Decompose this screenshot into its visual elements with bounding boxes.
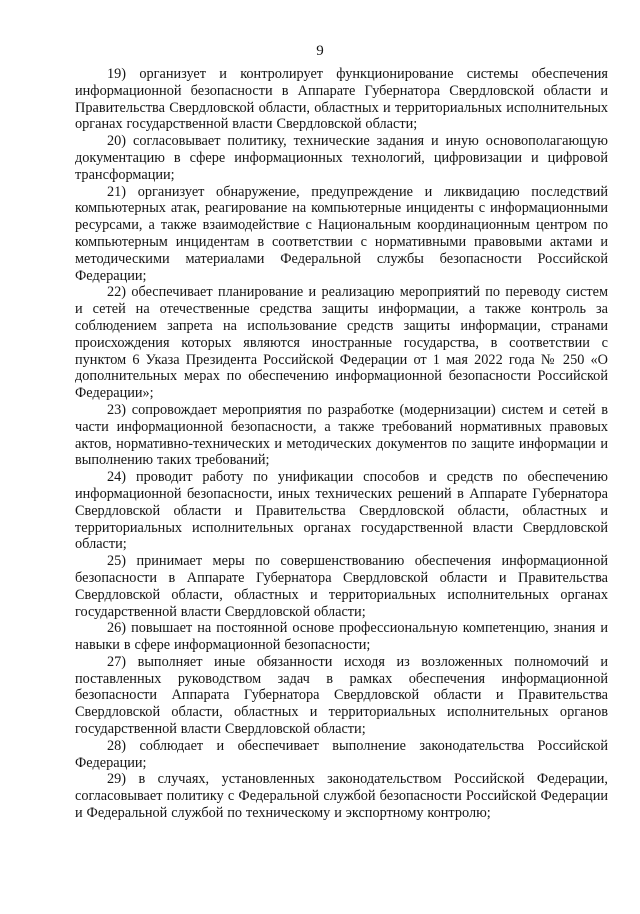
list-item: 27) выполняет иные обязанности исходя из возложенных полномочий и поставленных руководством задач в рамках обеспечения информационной безопасности Аппарата Губернатора Свердловской области и Правительства Свердловской области, областных и территориальных исполнительных органов государственной власти Свердловской области; bbox=[75, 653, 608, 738]
list-item: 23) сопровождает мероприятия по разработке (модернизации) систем и сетей в части информационной безопасности, а также требований нормативных правовых актов, нормативно-технических и методических документов по защите информации и выполнению таких требований; bbox=[75, 401, 608, 469]
document-body bbox=[75, 66, 608, 822]
list-item: 24) проводит работу по унификации способов и средств по обеспечению информационной безопасности, иных технических решений в Аппарате Губернатора Свердловской области и Правительства Свердловской области, областных и территориальных исполнительных органах государственной власти Свердловской области; bbox=[75, 469, 608, 553]
list-item: 19) организует и контролирует функционирование системы обеспечения информационной безопасности в Аппарате Губернатора Свердловской области и Правительства Свердловской области, областных и территориальных исполнительных органах государственной власти Свердловской области; bbox=[75, 66, 608, 133]
list-item: 29) в случаях, установленных законодательством Российской Федерации, согласовывает политику с Федеральной службой безопасности Российской Федерации и Федеральной службой по техническому и экспортному контролю; bbox=[75, 771, 608, 822]
list-item: 28) соблюдает и обеспечивает выполнение законодательства Российской Федерации; bbox=[75, 737, 608, 771]
list-item: 21) организует обнаружение, предупреждение и ликвидацию последствий компьютерных атак, реагирование на компьютерные инциденты с информационными ресурсами, а также взаимодействие с Национальным координационным центром по компьютерным инцидентам в соответствии с нормативными правовыми актами и методическими материалами Федеральной службы безопасности Российской Федерации; bbox=[75, 183, 608, 284]
list-item: 26) повышает на постоянной основе профессиональную компетенцию, знания и навыки в сфере информационной безопасности; bbox=[75, 620, 608, 654]
page-number: 9 bbox=[316, 43, 324, 59]
list-item: 22) обеспечивает планирование и реализацию мероприятий по переводу систем и сетей на отечественные средства защиты информации, а также контроль за соблюдением запрета на использование средств защиты информации, странами происхождения которых являются иностранные государства, в соответствии с пунктом 6 Указа Президента Российской Федерации от 1 мая 2022 года № 250 «О дополнительных мерах по обеспечению информационной безопасности Российской Федерации»; bbox=[75, 284, 608, 402]
list-item: 20) согласовывает политику, технические задания и иную основополагающую документацию в сфере информационных технологий, цифровизации и цифровой трансформации; bbox=[75, 133, 608, 183]
list-item: 25) принимает меры по совершенствованию обеспечения информационной безопасности в Аппарате Губернатора Свердловской области и Правительства Свердловской области, областных и территориальных исполнительных органах государственной власти Свердловской области; bbox=[75, 553, 608, 620]
